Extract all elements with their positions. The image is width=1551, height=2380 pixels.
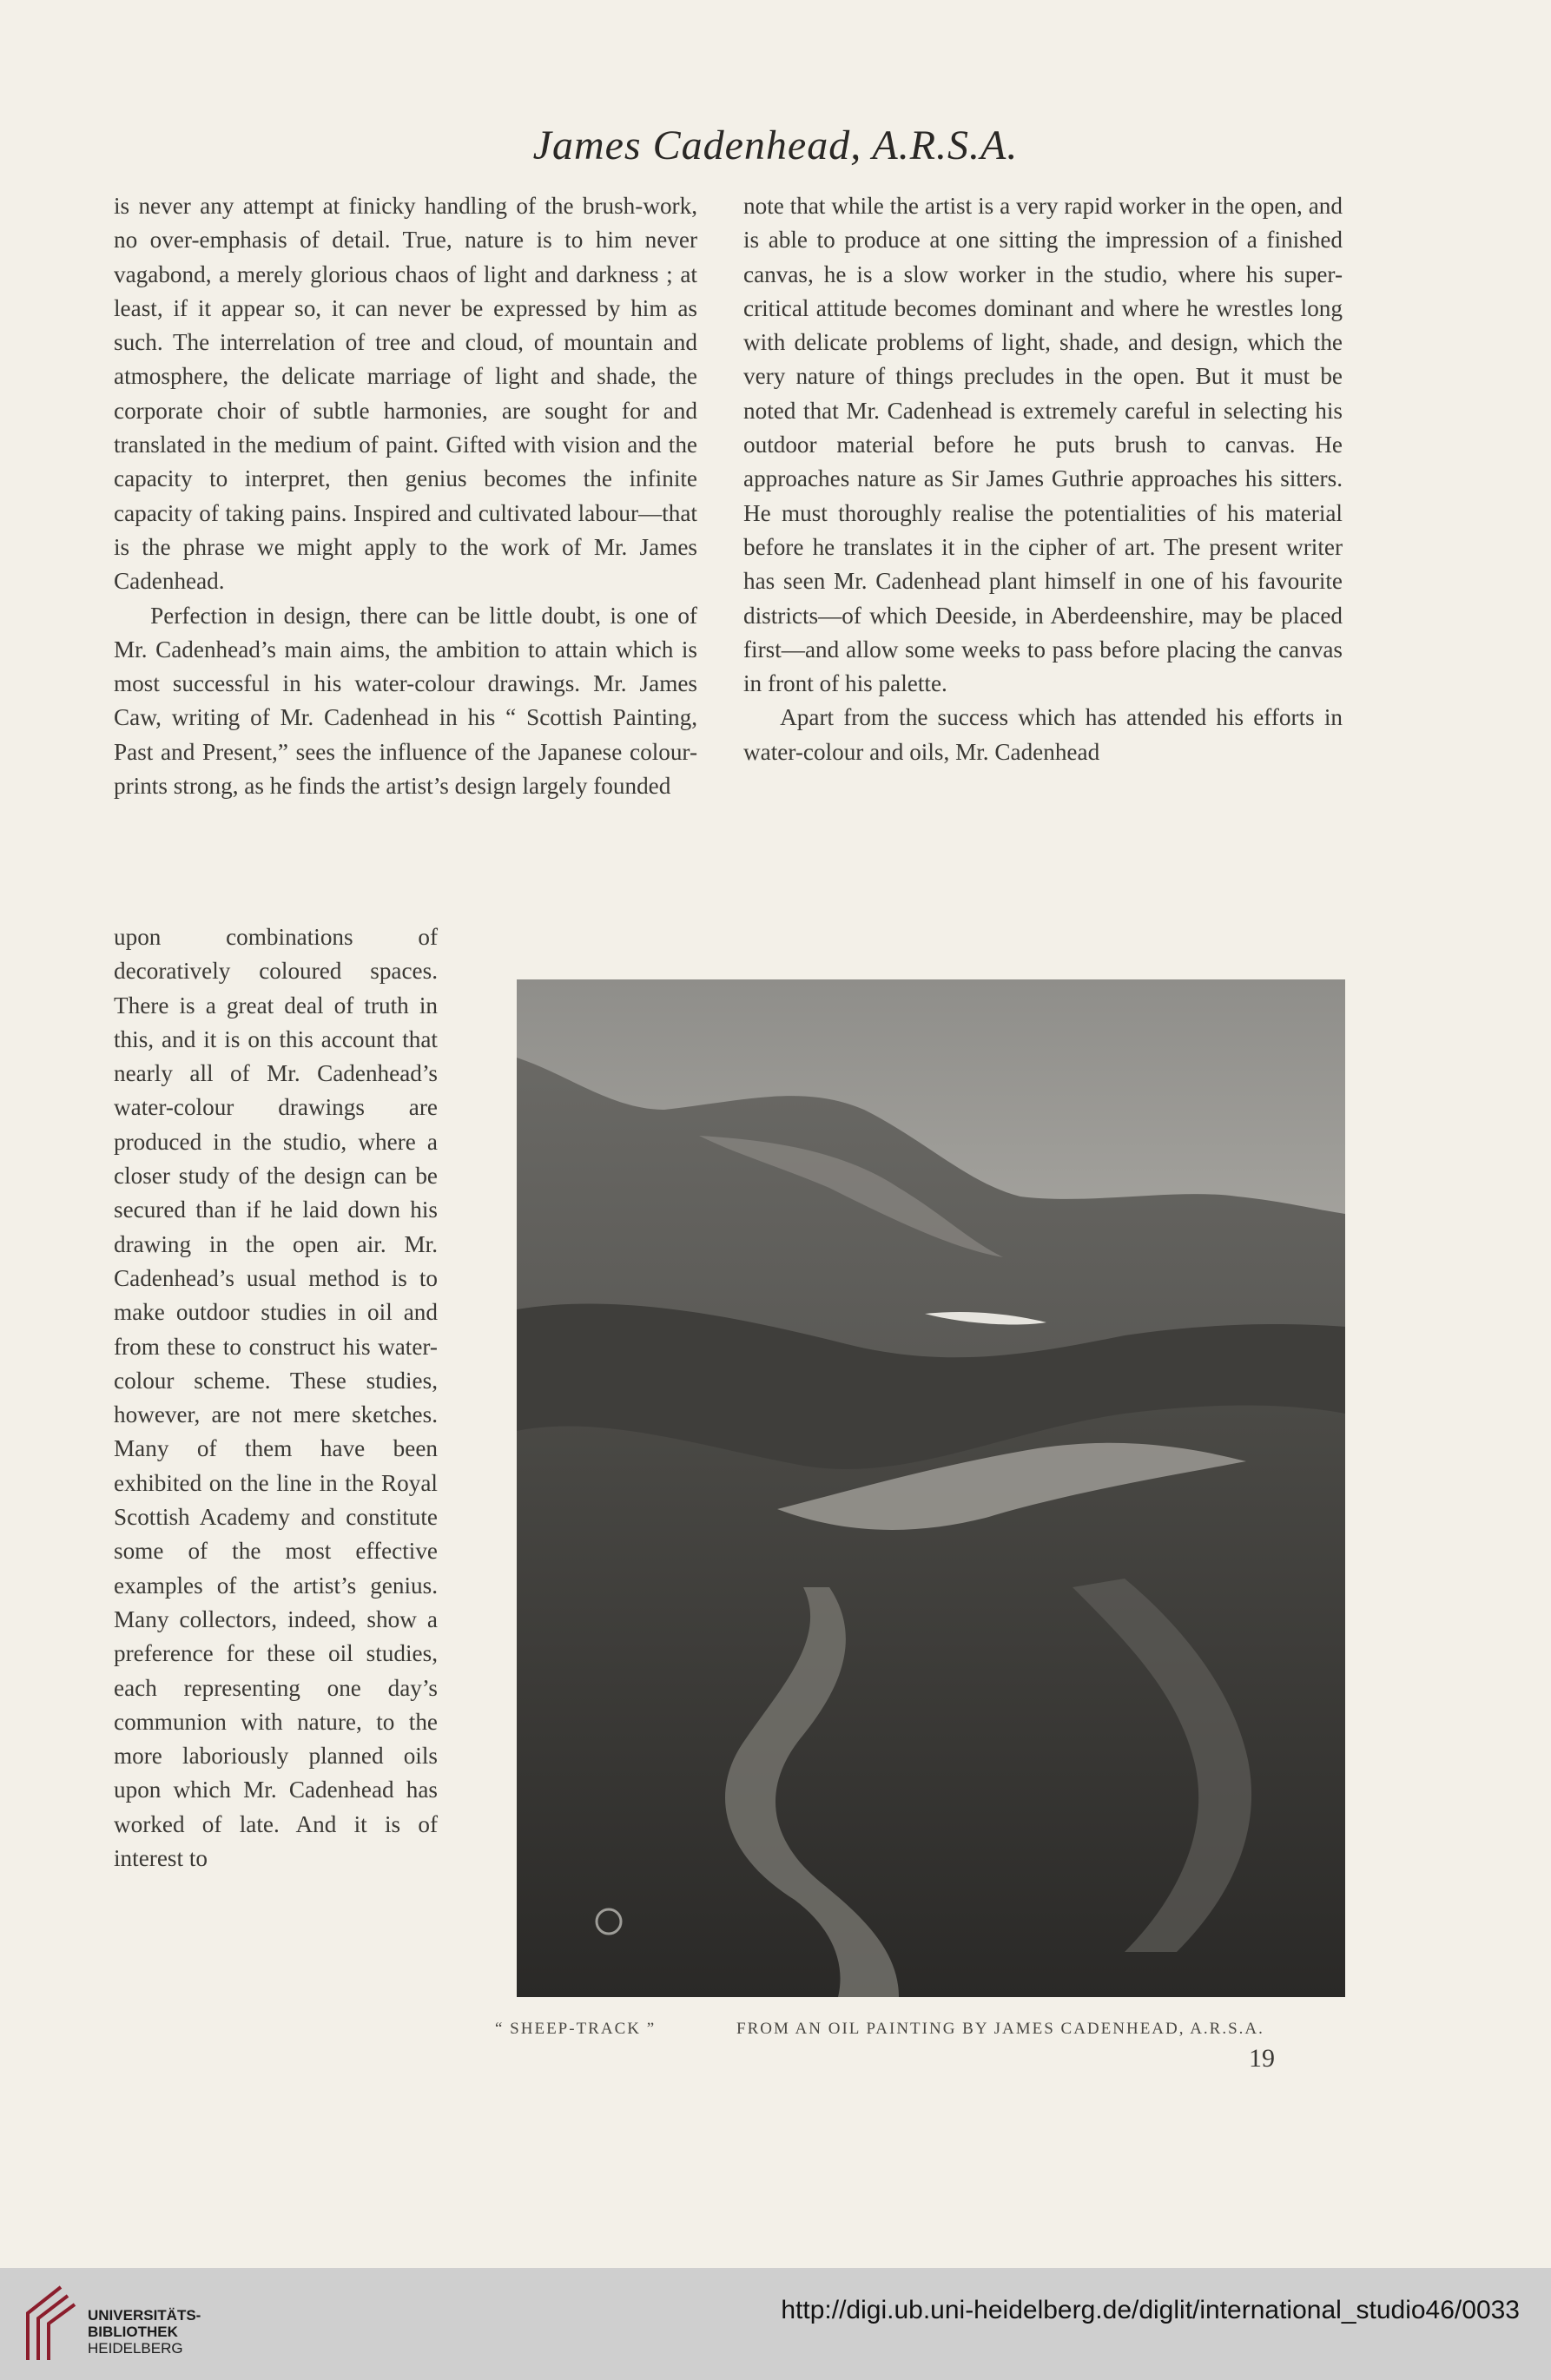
library-logo-icon xyxy=(19,2280,80,2367)
wrapped-column xyxy=(114,920,438,1876)
paragraph: note that while the artist is a very rapid worker in the open, and is able to produce at one sitting the impression of a finished canvas, he is a slow worker in the studio, where his super-critical attitude becomes dominant and where he wrestles long with delicate problems of light, shade, and design, which the very nature of things precludes in the open. But it must be noted that Mr. Cadenhead is extremely careful in selecting his outdoor material before he puts brush to canvas. He approaches nature as Sir James Guthrie approaches his sitters. He must thoroughly realise the potentialities of his material before he translates it in the cipher of art. The present writer has seen Mr. Cadenhead plant himself in one of his favourite districts—of which Deeside, in Aberdeenshire, may be placed first—and allow some weeks to pass before placing the canvas in front of his palette. xyxy=(743,193,1343,697)
page-number: 19 xyxy=(1249,2044,1275,2073)
library-name-line: HEIDELBERG xyxy=(88,2340,183,2357)
library-name-line: BIBLIOTHEK xyxy=(88,2324,178,2340)
right-column xyxy=(743,189,1343,769)
left-column xyxy=(114,189,697,803)
source-url-link[interactable]: http://digi.ub.uni-heidelberg.de/diglit/international_studio46/0033 xyxy=(781,2296,1520,2324)
paragraph: Apart from the success which has attended his efforts in water-colour and oils, Mr. Cadenhead xyxy=(743,704,1343,765)
plate-caption-credit: FROM AN OIL PAINTING BY JAMES CADENHEAD, A.R.S.A. xyxy=(736,2020,1264,2038)
plate-caption-title: “ SHEEP-TRACK ” xyxy=(495,2020,657,2038)
paragraph: Perfection in design, there can be little doubt, is one of Mr. Cadenhead’s main aims, the ambition to attain which is most successful in his water-colour drawings. Mr. James Caw, writing of Mr. Cadenhead in his “ Scottish Painting, Past and Present,” sees the influence of the Japanese colour-prints strong, as he finds the artist’s design largely founded xyxy=(114,602,697,800)
library-name-line: UNIVERSITÄTS- xyxy=(88,2307,201,2324)
landscape-plate-image xyxy=(517,979,1345,1997)
running-title: James Cadenhead, A.R.S.A. xyxy=(532,122,1019,168)
paragraph: upon combinations of decoratively coloured spaces. There is a great deal of truth in this, and it is on this account that nearly all of Mr. Cadenhead’s water-colour drawings are produced in the studio, where a closer study of the design can be secured than if he laid down his drawing in the open air. Mr. Cadenhead’s usual method is to make outdoor studies in oil and from these to construct his water-colour scheme. These studies, however, are not mere sketches. Many of them have been exhibited on the line in the Royal Scottish Academy and constitute some of the most effective examples of the artist’s genius. Many collectors, indeed, show a preference for these oil studies, each representing one day’s communion with nature, to the more laboriously planned oils upon which Mr. Cadenhead has worked of late. And it is of interest to xyxy=(114,924,438,1872)
paragraph: is never any attempt at finicky handling of the brush-work, no over-emphasis of detail. True, nature is to him never vagabond, a merely glorious chaos of light and darkness ; at least, if it appear so, it can never be expressed by him as such. The interrelation of tree and cloud, of mountain and atmosphere, the delicate marriage of light and shade, the corporate choir of subtle harmonies, are sought for and translated in the medium of paint. Gifted with vision and the capacity to interpret, then genius becomes the infinite capacity of taking pains. Inspired and cultivated labour—that is the phrase we might apply to the work of Mr. James Cadenhead. xyxy=(114,193,697,595)
